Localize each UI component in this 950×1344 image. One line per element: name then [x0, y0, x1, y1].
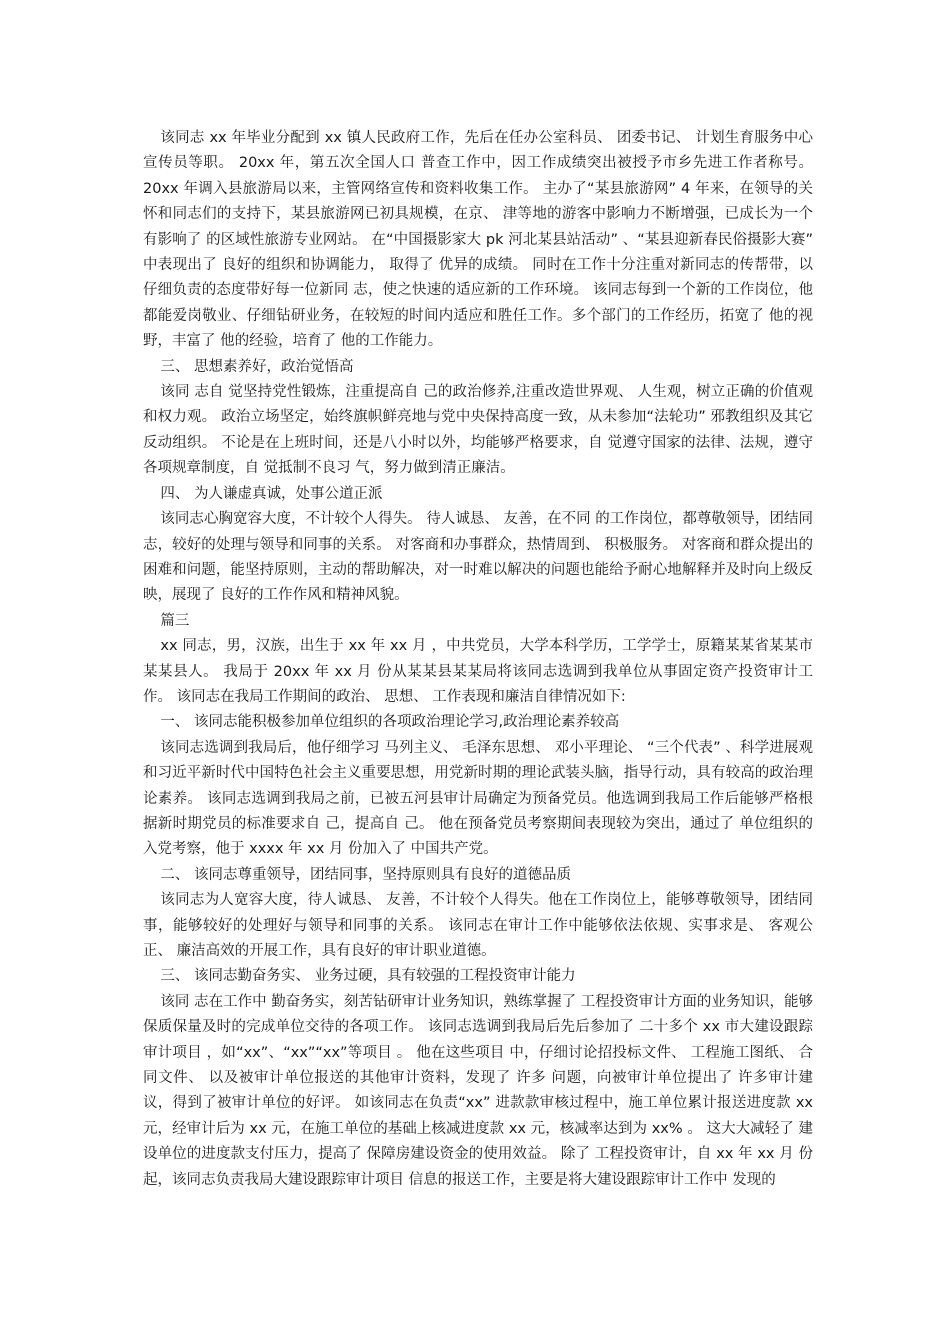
section-heading-4: 四、 为人谦虚真诚，处事公道正派	[160, 485, 383, 502]
paragraph-5: 该同志选调到我局后，他仔细学习 马列主义、 毛泽东思想、 邓小平理论、 “三个代表” 、科学进展观和习近平新时代中国特色社会主义重要思想，用党新时期的理论武装头脑，指导行动，具有较高的政治理论素养。 该同志选调到我局之前，已被五河县审计局确定为预备党员。他选调到我局工作后能够严格根据新时期党员的标准要求自 己，提高自 己。 他在预备党员考察期间表现较为突出，通过了 单位组织的入党考察，他于 xxxx 年 xx 月 份加入了 中国共产党。	[143, 739, 813, 858]
paragraph-1: 该同志 xx 年毕业分配到 xx 镇人民政府工作，先后在任办公室科员、 团委书记、 计划生育服务中心宣传员等职。 20xx 年，第五次全国人口 普查工作中，因工作成绩突出被授予市乡先进工作者称号。 20xx 年调入县旅游局以来，主管网络宣传和资料收集工作。 主办了“某县旅游网” 4 年来，在领导的关怀和同志们的支持下，某县旅游网已初具规模，在京、 津等地的游客中影响力不断增强，已成长为一个有影响了 的区域性旅游专业网站。 在“中国摄影家大 pk 河北某县站活动” 、“某县迎新春民俗摄影大赛” 中表现出了 良好的组织和协调能力， 取得了 优异的成绩。 同时在工作十分注重对新同志的传帮带，以仔细负责的态度带好每一位新同 志，使之快速的适应新的工作环境。 该同志每到一个新的工作岗位，他都能爱岗敬业、仔细钻研业务，在较短的时间内适应和胜任工作。多个部门的工作经历，拓宽了 他的视野，丰富了 他的经验，培育了 他的工作能力。	[143, 130, 813, 350]
paragraph-6: 该同志为人宽容大度，待人诚恳、 友善，不计较个人得失。他在工作岗位上，能够尊敬领导，团结同事，能够较好的处理好与领导和同事的关系。 该同志在审计工作中能够依法依规、实事求是、 客观公正、 廉洁高效的开展工作，具有良好的审计职业道德。	[143, 892, 813, 959]
chapter-heading: 篇三	[160, 612, 190, 629]
section-heading-2: 二、 该同志尊重领导，团结同事，坚持原则具有良好的道德品质	[160, 866, 571, 883]
section-heading-1: 一、 该同志能积极参加单位组织的各项政治理论学习,政治理论素养较高	[160, 714, 620, 731]
paragraph-4: xx 同志，男，汉族，出生于 xx 年 xx 月 ，中共党员，大学本科学历，工学学士，原籍某某省某某市某某县人。 我局于 20xx 年 xx 月 份从某某县某某局将该同志选调到我单位从事固定资产投资审计工作。 该同志在我局工作期间的政治、 思想、 工作表现和廉洁自律情况如下:	[143, 638, 813, 705]
section-heading-3b: 三、 该同志勤奋务实、 业务过硬，具有较强的工程投资审计能力	[160, 968, 576, 985]
paragraph-2: 该同 志自 觉坚持党性锻炼，注重提高自 己的政治修养,注重改造世界观、 人生观，树立正确的价值观和权力观。 政治立场坚定，始终旗帜鲜亮地与党中央保持高度一致，从未参加“法轮功” 邪教组织及其它反动组织。 不论是在上班时间，还是八小时以外，均能够严格要求，自 觉遵守国家的法律、法规，遵守各项规章制度，自 觉抵制不良习 气，努力做到清正廉洁。	[143, 384, 813, 477]
section-heading-3: 三、 思想素养好，政治觉悟高	[160, 358, 354, 375]
paragraph-3: 该同志心胸宽容大度，不计较个人得失。 待人诚恳、 友善，在不同 的工作岗位，都尊敬领导，团结同志，较好的处理与领导和同事的关系。 对客商和办事群众，热情周到、 积极服务。 对客商和群众提出的困难和问题，能坚持原则，主动的帮助解决，对一时难以解决的问题也能给予耐心地解释并及时向上级反映，展现了 良好的工作作风和精神风貌。	[143, 511, 813, 604]
paragraph-7: 该同 志在工作中 勤奋务实，刻苦钻研审计业务知识，熟练掌握了 工程投资审计方面的业务知识，能够保质保量及时的完成单位交待的各项工作。 该同志选调到我局后先后参加了 二十多个 xx 市大建设跟踪审计项目 ，如“xx”、“xx”“xx”等项目 。 他在这些项目 中，仔细讨论招投标文件、 工程施工图纸、 合同文件、 以及被审计单位报送的其他审计资料，发现了 许多 问题，向被审计单位提出了 许多审计建议，得到了被审计单位的好评。 如该同志在负责“xx” 进款款审核过程中，施工单位累计报送进度款 xx 元，经审计后为 xx 元，在施工单位的基础上核减进度款 xx 元，核减率达到为 xx% 。 这大大减轻了 建设单位的进度款支付压力，提高了 保障房建设资金的使用效益。 除了 工程投资审计，自 xx 年 xx 月 份起，该同志负责我局大建设跟踪审计项目 信息的报送工作，主要是将大建设跟踪审计工作中 发现的	[143, 993, 813, 1188]
document-page	[143, 126, 813, 1193]
